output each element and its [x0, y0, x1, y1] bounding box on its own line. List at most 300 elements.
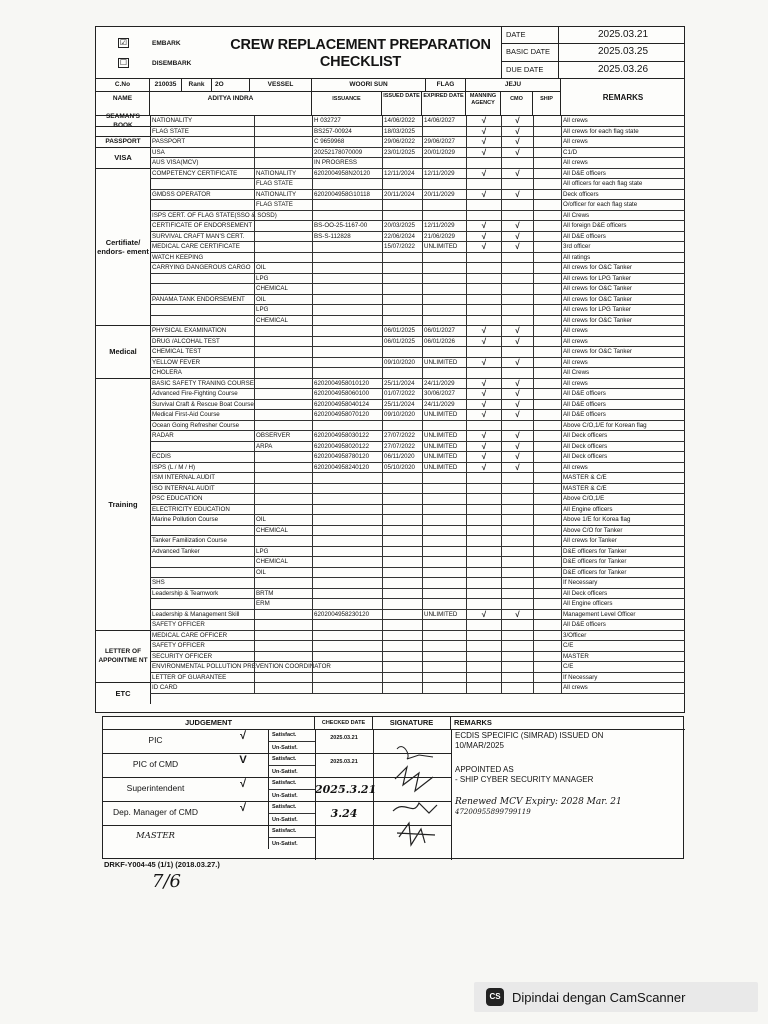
col-divider	[382, 337, 383, 347]
cell-m[interactable]: √	[481, 399, 487, 409]
col-divider	[312, 305, 313, 315]
cell-idate: 22/06/2024	[384, 232, 415, 240]
cell-rem: All crews	[563, 684, 588, 691]
col-divider	[254, 274, 255, 284]
cell-c[interactable]: √	[515, 116, 520, 125]
cell-rem: MASTER	[563, 652, 589, 660]
table-row	[150, 599, 685, 610]
col-divider	[422, 232, 423, 242]
cell-item: ISPS (L / M / H)	[152, 463, 196, 471]
cell-iss: BS257-00924	[314, 127, 352, 135]
col-divider	[312, 463, 313, 473]
cell-rem: Management Level Officer	[563, 610, 636, 618]
cell-c[interactable]: √	[515, 431, 520, 440]
col-divider	[501, 148, 502, 158]
dates-block	[501, 27, 685, 79]
col-divider	[422, 589, 423, 599]
cell-item: ELECTRICITY EDUCATION	[152, 505, 230, 513]
cell-rem: All D&E officers	[563, 400, 606, 408]
col-divider	[254, 263, 255, 273]
cell-c[interactable]: √	[515, 231, 520, 241]
col-divider	[466, 505, 467, 515]
col-divider	[312, 179, 313, 189]
cell-rem: Above C/O for Tanker	[563, 526, 623, 534]
cell-item: Medical First-Aid Course	[152, 411, 220, 418]
cell-idate: 06/01/2025	[384, 337, 415, 345]
col-divider	[533, 400, 534, 410]
cell-m[interactable]: √	[481, 462, 487, 472]
cell-m[interactable]: √	[481, 126, 487, 136]
cell-rem: All crews for LPG Tanker	[563, 274, 631, 282]
satisfact-label: Satisfact.	[268, 825, 315, 837]
col-divider	[561, 295, 562, 305]
col-divider	[466, 211, 467, 221]
col-divider	[466, 316, 467, 326]
table-row	[150, 400, 685, 411]
col-divider	[466, 473, 467, 483]
col-divider	[501, 641, 502, 651]
col-divider	[422, 683, 423, 693]
col-divider	[561, 179, 562, 189]
col-divider	[501, 337, 502, 347]
col-divider	[312, 652, 313, 662]
col-divider	[312, 473, 313, 483]
col-divider	[466, 368, 467, 378]
col-divider	[533, 641, 534, 651]
col-divider	[254, 242, 255, 252]
col-divider	[312, 337, 313, 347]
col-divider	[254, 127, 255, 137]
judgement-role: Superintendent	[126, 783, 185, 793]
cell-rem: If Necessary	[563, 673, 598, 681]
cell-m[interactable]: √	[481, 441, 487, 451]
col-divider	[254, 494, 255, 504]
col-divider	[422, 316, 423, 326]
cell-c[interactable]: √	[515, 357, 520, 367]
cell-item: SAFETY OFFICER	[152, 642, 205, 649]
issuance-label: ISSUANCE	[312, 91, 382, 116]
satisfact-label: Satisfact.	[268, 729, 315, 741]
cell-sub: OIL	[256, 264, 266, 271]
col-divider	[561, 263, 562, 273]
col-divider	[312, 526, 313, 536]
col-divider	[422, 347, 423, 357]
cell-rem: D&E officers for Tanker	[563, 568, 627, 576]
col-divider	[561, 431, 562, 441]
cell-sub: LPG	[256, 547, 269, 555]
checked-date: 3.24	[330, 807, 358, 820]
col-divider	[382, 242, 383, 252]
col-divider	[382, 116, 383, 126]
col-divider	[466, 284, 467, 294]
col-divider	[382, 326, 383, 336]
col-divider	[501, 620, 502, 630]
cell-edate: 06/01/2026	[424, 337, 455, 345]
section-etc: ETC	[115, 689, 131, 698]
cell-rem: All crews for O&C Tanker	[563, 285, 632, 292]
col-divider	[422, 221, 423, 231]
col-divider	[382, 662, 383, 672]
cell-item: MEDICAL CARE CERTIFICATE	[152, 243, 240, 250]
cell-item: AUS VISA(MCV)	[152, 159, 199, 166]
col-divider	[533, 484, 534, 494]
table-row	[150, 158, 685, 169]
cell-edate: 30/06/2027	[424, 390, 455, 397]
cell-c[interactable]: √	[515, 168, 520, 178]
col-divider	[422, 505, 423, 515]
cell-m[interactable]: √	[481, 137, 487, 146]
cell-rem: All foreign D&E officers	[563, 222, 627, 229]
col-divider	[501, 673, 502, 683]
cell-c[interactable]: √	[515, 242, 520, 251]
col-divider	[466, 148, 467, 158]
cell-idate: 25/11/2024	[384, 400, 415, 408]
cell-c[interactable]: √	[515, 399, 520, 409]
cell-item: BASIC SAFETY TRANING COURSE	[152, 379, 254, 387]
cell-edate: UNLIMITED	[424, 453, 458, 460]
cell-rem: All D&E officers	[563, 411, 606, 418]
col-divider	[561, 620, 562, 630]
cell-sub: NATIONALITY	[256, 190, 297, 198]
col-divider	[466, 158, 467, 168]
col-divider	[466, 578, 467, 588]
col-divider	[501, 221, 502, 231]
cell-sub: OBSERVER	[256, 432, 291, 439]
cell-item: WATCH KEEPING	[152, 253, 204, 261]
col-divider	[382, 515, 383, 525]
cell-m[interactable]: √	[481, 242, 487, 251]
col-divider	[533, 389, 534, 399]
cell-m[interactable]: √	[481, 231, 487, 241]
col-divider	[312, 484, 313, 494]
col-divider	[382, 379, 383, 389]
col-divider	[382, 253, 383, 263]
cell-item: ISM INTERNAL AUDIT	[152, 474, 216, 481]
table-row	[150, 274, 685, 285]
col-divider	[561, 400, 562, 410]
col-divider	[312, 683, 313, 693]
col-divider	[466, 589, 467, 599]
table-row	[150, 137, 685, 148]
cell-rem: All crews	[563, 379, 588, 387]
col-divider	[466, 568, 467, 578]
cell-idate: 27/07/2022	[384, 442, 415, 450]
cell-m[interactable]: √	[481, 357, 487, 367]
col-divider	[533, 137, 534, 147]
cell-sub: OIL	[256, 516, 266, 523]
col-divider	[561, 410, 562, 420]
cell-item: SECURITY OFFICER	[152, 652, 213, 660]
table-row	[150, 547, 685, 558]
col-divider	[422, 431, 423, 441]
cell-idate: 01/07/2022	[384, 390, 415, 397]
col-divider	[254, 379, 255, 389]
col-divider	[533, 253, 534, 263]
col-divider	[533, 515, 534, 525]
cell-rem: All Deck officers	[563, 442, 608, 450]
col-divider	[501, 190, 502, 200]
cell-c[interactable]: √	[515, 221, 520, 230]
cell-c[interactable]: √	[515, 378, 520, 388]
table-row	[150, 169, 685, 180]
col-divider	[382, 526, 383, 536]
col-divider	[254, 232, 255, 242]
cell-rem: D&E officers for Tanker	[563, 558, 627, 565]
col-divider	[501, 295, 502, 305]
col-divider	[533, 116, 534, 126]
col-divider	[422, 326, 423, 336]
cell-c[interactable]: √	[515, 462, 520, 472]
due-date-row	[502, 62, 685, 79]
cell-iss: 6202004958240120	[314, 463, 370, 471]
col-divider	[501, 400, 502, 410]
cell-item: Leadership & Management Skill	[152, 610, 240, 618]
col-divider	[422, 568, 423, 578]
col-divider	[422, 148, 423, 158]
col-divider	[312, 547, 313, 557]
cell-idate: 25/11/2024	[384, 379, 415, 387]
col-divider	[561, 662, 562, 672]
col-divider	[382, 295, 383, 305]
col-divider	[382, 673, 383, 683]
col-divider	[533, 284, 534, 294]
cell-m[interactable]: √	[481, 336, 487, 346]
section-letter-of-appointment: LETTER OF APPOINTME NT	[96, 631, 150, 684]
cell-item: LETTER OF GUARANTEE	[152, 673, 227, 681]
col-divider	[254, 652, 255, 662]
cell-rem: All crews for O&C Tanker	[563, 348, 632, 355]
col-divider	[533, 326, 534, 336]
col-divider	[254, 211, 255, 221]
col-divider	[533, 200, 534, 210]
col-divider	[382, 568, 383, 578]
cell-c[interactable]: √	[515, 137, 520, 146]
col-divider	[561, 305, 562, 315]
form-footer	[104, 860, 220, 892]
cell-rem: All crews for each flag state	[563, 127, 639, 135]
col-divider	[466, 116, 467, 126]
date-sep	[558, 27, 559, 43]
col-divider	[466, 631, 467, 641]
col-divider	[466, 137, 467, 147]
cell-rem: C/E	[563, 642, 574, 649]
table-row	[150, 211, 685, 222]
cell-m[interactable]: √	[481, 389, 487, 398]
cell-m[interactable]: √	[481, 378, 487, 388]
col-divider	[312, 137, 313, 147]
col-divider	[382, 358, 383, 368]
col-divider	[254, 631, 255, 641]
col-divider	[254, 599, 255, 609]
table-row	[150, 389, 685, 400]
col-divider	[312, 589, 313, 599]
col-divider	[501, 389, 502, 399]
signature-label: SIGNATURE	[373, 717, 451, 729]
col-divider	[501, 169, 502, 179]
col-divider	[312, 515, 313, 525]
col-divider	[312, 316, 313, 326]
col-divider	[312, 631, 313, 641]
cell-rem: All D&E officers	[563, 169, 606, 177]
table-row	[150, 284, 685, 295]
col-divider	[561, 326, 562, 336]
col-divider	[501, 631, 502, 641]
col-divider	[312, 410, 313, 420]
cell-rem: D&E officers for Tanker	[563, 547, 627, 555]
col-divider	[533, 347, 534, 357]
col-divider	[422, 242, 423, 252]
ship-label: SHIP	[533, 91, 561, 116]
col-divider	[382, 158, 383, 168]
basic-date-sep	[558, 44, 559, 60]
col-divider	[254, 589, 255, 599]
col-divider	[382, 631, 383, 641]
judgement-mark[interactable]: √	[239, 730, 247, 742]
cell-m[interactable]: √	[481, 168, 487, 178]
col-divider	[561, 631, 562, 641]
col-divider	[533, 473, 534, 483]
cell-edate: 24/11/2029	[424, 400, 455, 408]
col-divider	[254, 337, 255, 347]
cell-c[interactable]: √	[515, 609, 520, 619]
col-divider	[466, 347, 467, 357]
judgement-block	[102, 716, 684, 859]
col-divider	[382, 652, 383, 662]
cell-item: CHOLERA	[152, 369, 182, 376]
col-divider	[382, 169, 383, 179]
judgement-mark[interactable]: √	[239, 778, 247, 790]
col-divider	[254, 169, 255, 179]
col-divider	[561, 253, 562, 263]
col-divider	[312, 610, 313, 620]
col-divider	[312, 536, 313, 546]
cell-edate: UNLIMITED	[424, 358, 458, 366]
cell-c[interactable]: √	[515, 147, 520, 157]
col-divider	[382, 211, 383, 221]
col-divider	[382, 274, 383, 284]
cell-c[interactable]: √	[515, 441, 520, 451]
col-divider	[466, 463, 467, 473]
cell-m[interactable]: √	[481, 189, 487, 199]
col-divider	[501, 368, 502, 378]
cell-c[interactable]: √	[515, 336, 520, 346]
col-divider	[501, 253, 502, 263]
col-divider	[254, 179, 255, 189]
cell-idate: 14/06/2022	[384, 117, 415, 124]
cell-edate: 20/11/2029	[424, 190, 455, 198]
col-divider	[312, 263, 313, 273]
date-label: DATE	[506, 30, 526, 39]
col-divider	[501, 484, 502, 494]
col-divider	[382, 463, 383, 473]
col-divider	[466, 410, 467, 420]
col-divider	[501, 662, 502, 672]
col-divider	[422, 368, 423, 378]
cell-c[interactable]: √	[515, 326, 520, 335]
col-divider	[533, 221, 534, 231]
cell-edate: 12/11/2029	[424, 169, 455, 177]
col-divider	[501, 452, 502, 462]
cell-rem: All crews	[563, 117, 588, 124]
col-divider	[466, 610, 467, 620]
col-divider	[312, 274, 313, 284]
cell-c[interactable]: √	[515, 189, 520, 199]
col-divider	[501, 589, 502, 599]
vessel-label: VESSEL	[250, 79, 312, 91]
col-divider	[533, 274, 534, 284]
cell-iss: H 032727	[314, 117, 341, 124]
col-divider	[561, 463, 562, 473]
cell-rem: All crews	[563, 463, 588, 471]
cell-m[interactable]: √	[481, 431, 487, 440]
table-row	[150, 295, 685, 306]
due-date-label: DUE DATE	[506, 64, 544, 74]
table-row	[150, 494, 685, 505]
col-divider	[422, 190, 423, 200]
judgement-mark[interactable]: V	[239, 754, 247, 766]
cell-c[interactable]: √	[515, 126, 520, 136]
disembark-checkbox[interactable]: ☐	[119, 58, 128, 67]
date-value: 2025.03.21	[597, 29, 649, 40]
judgement-mark[interactable]: √	[239, 802, 247, 814]
col-divider	[561, 652, 562, 662]
cell-c[interactable]: √	[515, 389, 520, 398]
col-divider	[312, 158, 313, 168]
col-divider	[501, 652, 502, 662]
cell-m[interactable]: √	[481, 221, 487, 230]
cell-rem: All crews for LPG Tanker	[563, 306, 631, 313]
col-divider	[561, 473, 562, 483]
col-divider	[254, 620, 255, 630]
col-divider	[533, 305, 534, 315]
col-divider	[382, 284, 383, 294]
col-divider	[422, 179, 423, 189]
col-divider	[422, 526, 423, 536]
table-row	[150, 221, 685, 232]
col-divider	[382, 442, 383, 452]
col-divider	[422, 127, 423, 137]
cell-item: ECDIS	[152, 453, 171, 460]
cell-item: SURVIVAL CRAFT MAN'S CERT.	[152, 232, 245, 240]
cell-idate: 27/07/2022	[384, 432, 415, 439]
cell-m[interactable]: √	[481, 326, 487, 335]
flag-value: JEJU	[466, 79, 561, 91]
table-row	[150, 620, 685, 631]
cell-c[interactable]: √	[515, 452, 520, 461]
cell-iss: BS-OO-25-1167-00	[314, 222, 368, 229]
cell-m[interactable]: √	[481, 116, 487, 125]
embark-checkbox[interactable]: ☑	[119, 38, 128, 47]
cell-c[interactable]: √	[515, 410, 520, 419]
col-divider	[466, 169, 467, 179]
basic-date-row	[502, 44, 685, 61]
cell-iss: 6202004958040124	[314, 400, 370, 408]
table-row	[150, 337, 685, 348]
cell-sub: CHEMICAL	[256, 285, 288, 292]
cell-rem: Above C/O,1/E for Korean flag	[563, 421, 647, 429]
cell-iss: 6202004958060100	[314, 390, 370, 397]
cell-m[interactable]: √	[481, 410, 487, 419]
cell-m[interactable]: √	[481, 147, 487, 157]
col-divider	[501, 463, 502, 473]
cell-idate: 09/10/2020	[384, 358, 415, 366]
col-divider	[254, 526, 255, 536]
col-divider	[422, 211, 423, 221]
cell-m[interactable]: √	[481, 609, 487, 619]
cell-m[interactable]: √	[481, 452, 487, 461]
col-divider	[312, 148, 313, 158]
col-divider	[466, 662, 467, 672]
